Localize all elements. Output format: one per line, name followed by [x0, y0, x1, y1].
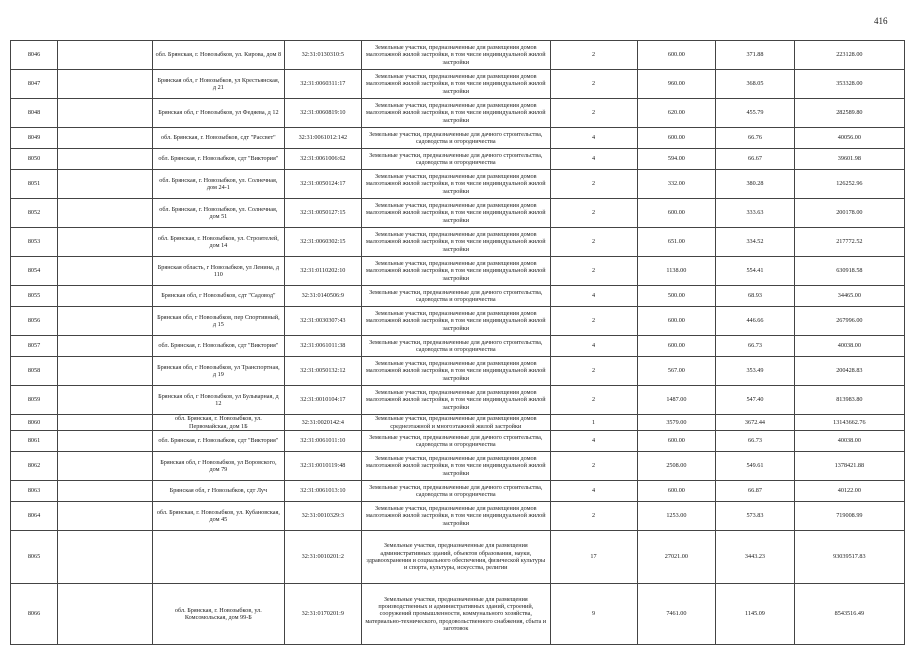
empty-cell — [58, 531, 153, 584]
row-number: 8063 — [11, 481, 58, 502]
category-cell: 2 — [550, 170, 637, 199]
empty-cell — [58, 307, 153, 336]
unit-price-cell: 66.73 — [716, 336, 795, 357]
row-number: 8058 — [11, 357, 58, 386]
cadastral-number-cell: 32:31:0061012:142 — [284, 128, 361, 149]
land-use-cell: Земельные участки, предназначенные для размещения домов малоэтажной жилой застройки, в том числе индивидуальной жилой застройки — [362, 502, 550, 531]
empty-cell — [58, 336, 153, 357]
area-cell: 567.00 — [637, 357, 716, 386]
cadastral-number-cell: 32:31:0061011:10 — [284, 431, 361, 452]
unit-price-cell: 66.76 — [716, 128, 795, 149]
address-cell: обл. Брянская, г. Новозыбков, ул. Кирова, дом 8 — [153, 41, 284, 70]
cadastral-value-cell: 282589.80 — [794, 99, 904, 128]
unit-price-cell: 455.79 — [716, 99, 795, 128]
address-cell: обл. Брянская, г. Новозыбков, сдт "Виктория" — [153, 336, 284, 357]
category-cell: 2 — [550, 199, 637, 228]
area-cell: 600.00 — [637, 481, 716, 502]
unit-price-cell: 380.28 — [716, 170, 795, 199]
land-use-cell: Земельные участки, предназначенные для размещения производственных и административных зданий, строений, сооружений промышленности, коммунального хозяйства, материально-технического, продовольственного снабжения, сбыта и заготовок — [362, 584, 550, 645]
table-row — [11, 357, 905, 386]
category-cell: 4 — [550, 149, 637, 170]
empty-cell — [58, 228, 153, 257]
row-number: 8061 — [11, 431, 58, 452]
land-use-cell: Земельные участки, предназначенные для размещения домов малоэтажной жилой застройки, в том числе индивидуальной жилой застройки — [362, 452, 550, 481]
area-cell: 2508.00 — [637, 452, 716, 481]
table-row — [11, 149, 905, 170]
table-row — [11, 386, 905, 415]
land-use-cell: Земельные участки, предназначенные для размещения домов малоэтажной жилой застройки, в том числе индивидуальной жилой застройки — [362, 199, 550, 228]
empty-cell — [58, 452, 153, 481]
row-number: 8062 — [11, 452, 58, 481]
cadastral-number-cell: 32:31:0060311:17 — [284, 70, 361, 99]
address-cell: обл. Брянская, г. Новозыбков, сдт "Рассвет" — [153, 128, 284, 149]
row-number: 8053 — [11, 228, 58, 257]
category-cell: 2 — [550, 452, 637, 481]
cadastral-number-cell: 32:31:0060819:10 — [284, 99, 361, 128]
land-use-cell: Земельные участки, предназначенные для дачного строительства, садоводства и огородничества — [362, 336, 550, 357]
land-use-cell: Земельные участки, предназначенные для размещения домов малоэтажной жилой застройки, в том числе индивидуальной жилой застройки — [362, 307, 550, 336]
address-cell: Брянская область, г Новозыбков, ул Ленина, д 110 — [153, 257, 284, 286]
land-registry-table — [10, 40, 905, 645]
cadastral-value-cell: 39601.98 — [794, 149, 904, 170]
area-cell: 600.00 — [637, 336, 716, 357]
land-use-cell: Земельные участки, предназначенные для размещения домов малоэтажной жилой застройки, в том числе индивидуальной жилой застройки — [362, 170, 550, 199]
cadastral-number-cell: 32:31:0010329:3 — [284, 502, 361, 531]
cadastral-value-cell: 200178.00 — [794, 199, 904, 228]
category-cell: 2 — [550, 357, 637, 386]
unit-price-cell: 68.93 — [716, 286, 795, 307]
table-row — [11, 452, 905, 481]
area-cell: 600.00 — [637, 199, 716, 228]
unit-price-cell: 547.40 — [716, 386, 795, 415]
page-number: 416 — [874, 16, 888, 26]
unit-price-cell: 549.61 — [716, 452, 795, 481]
cadastral-value-cell: 40038.00 — [794, 336, 904, 357]
table-row — [11, 99, 905, 128]
land-use-cell: Земельные участки, предназначенные для размещения домов малоэтажной жилой застройки, в том числе индивидуальной жилой застройки — [362, 99, 550, 128]
area-cell: 332.00 — [637, 170, 716, 199]
unit-price-cell: 333.63 — [716, 199, 795, 228]
unit-price-cell: 3443.23 — [716, 531, 795, 584]
row-number: 8046 — [11, 41, 58, 70]
cadastral-number-cell: 32:31:0050132:12 — [284, 357, 361, 386]
row-number: 8047 — [11, 70, 58, 99]
unit-price-cell: 446.66 — [716, 307, 795, 336]
table-row — [11, 286, 905, 307]
address-cell: обл. Брянская, г. Новозыбков, сдт "Виктория" — [153, 431, 284, 452]
row-number: 8059 — [11, 386, 58, 415]
unit-price-cell: 3672.44 — [716, 415, 795, 431]
cadastral-number-cell: 32:31:0061006:62 — [284, 149, 361, 170]
cadastral-number-cell: 32:31:0140506:9 — [284, 286, 361, 307]
category-cell: 2 — [550, 502, 637, 531]
address-cell: обл. Брянская, г. Новозыбков, ул. Солнечная, дом 24-1 — [153, 170, 284, 199]
category-cell: 2 — [550, 257, 637, 286]
land-use-cell: Земельные участки, предназначенные для размещения домов малоэтажной жилой застройки, в том числе индивидуальной жилой застройки — [362, 257, 550, 286]
address-cell: Брянская обл, г Новозыбков, ул Воровского, дом 79 — [153, 452, 284, 481]
land-use-cell: Земельные участки, предназначенные для размещения домов малоэтажной жилой застройки, в том числе индивидуальной жилой застройки — [362, 41, 550, 70]
area-cell: 600.00 — [637, 128, 716, 149]
empty-cell — [58, 70, 153, 99]
cadastral-value-cell: 1378421.88 — [794, 452, 904, 481]
table-row — [11, 257, 905, 286]
category-cell: 1 — [550, 415, 637, 431]
category-cell: 2 — [550, 70, 637, 99]
address-cell: Брянская обл, г Новозыбков, сдт Луч — [153, 481, 284, 502]
area-cell: 600.00 — [637, 41, 716, 70]
area-cell: 600.00 — [637, 431, 716, 452]
cadastral-value-cell: 126252.96 — [794, 170, 904, 199]
cadastral-number-cell: 32:31:0010104:17 — [284, 386, 361, 415]
category-cell: 9 — [550, 584, 637, 645]
area-cell: 3579.00 — [637, 415, 716, 431]
area-cell: 960.00 — [637, 70, 716, 99]
area-cell: 620.00 — [637, 99, 716, 128]
cadastral-number-cell: 32:31:0050127:15 — [284, 199, 361, 228]
empty-cell — [58, 415, 153, 431]
empty-cell — [58, 286, 153, 307]
cadastral-value-cell: 267996.00 — [794, 307, 904, 336]
land-use-cell: Земельные участки, предназначенные для дачного строительства, садоводства и огородничества — [362, 149, 550, 170]
category-cell: 2 — [550, 41, 637, 70]
row-number: 8056 — [11, 307, 58, 336]
unit-price-cell: 1145.09 — [716, 584, 795, 645]
cadastral-value-cell: 34465.00 — [794, 286, 904, 307]
table-row — [11, 199, 905, 228]
address-cell: обл. Брянская, г. Новозыбков, ул. Кубановская, дом 45 — [153, 502, 284, 531]
unit-price-cell: 573.83 — [716, 502, 795, 531]
table-row — [11, 41, 905, 70]
cadastral-value-cell: 40122.00 — [794, 481, 904, 502]
cadastral-value-cell: 217772.52 — [794, 228, 904, 257]
table-row — [11, 128, 905, 149]
unit-price-cell: 554.41 — [716, 257, 795, 286]
row-number: 8049 — [11, 128, 58, 149]
unit-price-cell: 368.05 — [716, 70, 795, 99]
table-row — [11, 481, 905, 502]
land-use-cell: Земельные участки, предназначенные для размещения административных зданий, объектов образования, науки, здравоохранения и социального обеспечения, физической культуры и спорта, культуры, искусства, религии — [362, 531, 550, 584]
land-use-cell: Земельные участки, предназначенные для дачного строительства, садоводства и огородничества — [362, 431, 550, 452]
area-cell: 7461.00 — [637, 584, 716, 645]
unit-price-cell: 66.67 — [716, 149, 795, 170]
empty-cell — [58, 481, 153, 502]
unit-price-cell: 66.87 — [716, 481, 795, 502]
empty-cell — [58, 41, 153, 70]
land-use-cell: Земельные участки, предназначенные для дачного строительства, садоводства и огородничества — [362, 286, 550, 307]
empty-cell — [58, 199, 153, 228]
row-number: 8050 — [11, 149, 58, 170]
row-number: 8051 — [11, 170, 58, 199]
cadastral-number-cell: 32:31:0050124:17 — [284, 170, 361, 199]
category-cell: 4 — [550, 128, 637, 149]
row-number: 8057 — [11, 336, 58, 357]
area-cell: 1138.00 — [637, 257, 716, 286]
cadastral-number-cell: 32:31:0060302:15 — [284, 228, 361, 257]
category-cell: 4 — [550, 336, 637, 357]
empty-cell — [58, 386, 153, 415]
unit-price-cell: 353.49 — [716, 357, 795, 386]
table-row — [11, 70, 905, 99]
address-cell — [153, 531, 284, 584]
empty-cell — [58, 502, 153, 531]
row-number: 8066 — [11, 584, 58, 645]
cadastral-value-cell: 719008.99 — [794, 502, 904, 531]
cadastral-value-cell: 13143662.76 — [794, 415, 904, 431]
area-cell: 600.00 — [637, 307, 716, 336]
address-cell: обл. Брянская, г. Новозыбков, ул. Солнечная, дом 51 — [153, 199, 284, 228]
cadastral-value-cell: 223128.00 — [794, 41, 904, 70]
empty-cell — [58, 128, 153, 149]
row-number: 8065 — [11, 531, 58, 584]
unit-price-cell: 334.52 — [716, 228, 795, 257]
address-cell: Брянская обл, г Новозыбков, ул Бульварная, д 12 — [153, 386, 284, 415]
table-row — [11, 336, 905, 357]
cadastral-value-cell: 8543516.49 — [794, 584, 904, 645]
row-number: 8054 — [11, 257, 58, 286]
address-cell: обл. Брянская, г. Новозыбков, ул. Первомайская, дом 1Б — [153, 415, 284, 431]
cadastral-number-cell: 32:31:0030307:43 — [284, 307, 361, 336]
address-cell: Брянская обл, г Новозыбков, ул Крестьянская, д 21 — [153, 70, 284, 99]
table-row — [11, 415, 905, 431]
empty-cell — [58, 257, 153, 286]
land-use-cell: Земельные участки, предназначенные для дачного строительства, садоводства и огородничества — [362, 128, 550, 149]
address-cell: Брянская обл, г Новозыбков, ул Федяева, д 12 — [153, 99, 284, 128]
area-cell: 594.00 — [637, 149, 716, 170]
cadastral-number-cell: 32:31:0061013:10 — [284, 481, 361, 502]
area-cell: 27021.00 — [637, 531, 716, 584]
area-cell: 1487.00 — [637, 386, 716, 415]
empty-cell — [58, 431, 153, 452]
land-use-cell: Земельные участки, предназначенные для размещения домов малоэтажной жилой застройки, в том числе индивидуальной жилой застройки — [362, 70, 550, 99]
land-use-cell: Земельные участки, предназначенные для размещения домов малоэтажной жилой застройки, в том числе индивидуальной жилой застройки — [362, 357, 550, 386]
row-number: 8048 — [11, 99, 58, 128]
row-number: 8060 — [11, 415, 58, 431]
land-use-cell: Земельные участки, предназначенные для размещения домов среднеэтажной и многоэтажной жилой застройки — [362, 415, 550, 431]
cadastral-number-cell: 32:31:0010119:48 — [284, 452, 361, 481]
area-cell: 500.00 — [637, 286, 716, 307]
cadastral-number-cell: 32:31:0010201:2 — [284, 531, 361, 584]
table-row — [11, 531, 905, 584]
land-use-cell: Земельные участки, предназначенные для размещения домов малоэтажной жилой застройки, в том числе индивидуальной жилой застройки — [362, 228, 550, 257]
row-number: 8052 — [11, 199, 58, 228]
category-cell: 2 — [550, 228, 637, 257]
cadastral-value-cell: 630918.58 — [794, 257, 904, 286]
row-number: 8064 — [11, 502, 58, 531]
table-row — [11, 431, 905, 452]
area-cell: 651.00 — [637, 228, 716, 257]
table-row — [11, 584, 905, 645]
unit-price-cell: 371.88 — [716, 41, 795, 70]
category-cell: 4 — [550, 286, 637, 307]
land-use-cell: Земельные участки, предназначенные для дачного строительства, садоводства и огородничества — [362, 481, 550, 502]
category-cell: 4 — [550, 481, 637, 502]
cadastral-value-cell: 93039517.83 — [794, 531, 904, 584]
address-cell: Брянская обл, г Новозыбков, ул Транспортная, д 19 — [153, 357, 284, 386]
category-cell: 2 — [550, 386, 637, 415]
address-cell: Брянская обл, г Новозыбков, сдт "Садовод" — [153, 286, 284, 307]
empty-cell — [58, 357, 153, 386]
category-cell: 17 — [550, 531, 637, 584]
address-cell: обл. Брянская, г. Новозыбков, ул. Комсомольская, дом 99-Б — [153, 584, 284, 645]
category-cell: 2 — [550, 99, 637, 128]
empty-cell — [58, 99, 153, 128]
cadastral-number-cell: 32:31:0110202:10 — [284, 257, 361, 286]
cadastral-value-cell: 200428.83 — [794, 357, 904, 386]
address-cell: обл. Брянская, г. Новозыбков, ул. Строителей, дом 14 — [153, 228, 284, 257]
empty-cell — [58, 170, 153, 199]
row-number: 8055 — [11, 286, 58, 307]
unit-price-cell: 66.73 — [716, 431, 795, 452]
land-use-cell: Земельные участки, предназначенные для размещения домов малоэтажной жилой застройки, в том числе индивидуальной жилой застройки — [362, 386, 550, 415]
table-row — [11, 307, 905, 336]
empty-cell — [58, 584, 153, 645]
cadastral-number-cell: 32:31:0130310:5 — [284, 41, 361, 70]
address-cell: Брянская обл, г Новозыбков, пер Спортивный, д 15 — [153, 307, 284, 336]
cadastral-value-cell: 40056.00 — [794, 128, 904, 149]
category-cell: 2 — [550, 307, 637, 336]
cadastral-value-cell: 40038.00 — [794, 431, 904, 452]
cadastral-value-cell: 353328.00 — [794, 70, 904, 99]
cadastral-number-cell: 32:31:0061011:38 — [284, 336, 361, 357]
table-row — [11, 502, 905, 531]
address-cell: обл. Брянская, г. Новозыбков, сдт "Виктория" — [153, 149, 284, 170]
cadastral-value-cell: 813983.80 — [794, 386, 904, 415]
category-cell: 4 — [550, 431, 637, 452]
table-row — [11, 170, 905, 199]
table-row — [11, 228, 905, 257]
cadastral-number-cell: 32:31:0170201:9 — [284, 584, 361, 645]
area-cell: 1253.00 — [637, 502, 716, 531]
cadastral-number-cell: 32:31:0020142:4 — [284, 415, 361, 431]
empty-cell — [58, 149, 153, 170]
